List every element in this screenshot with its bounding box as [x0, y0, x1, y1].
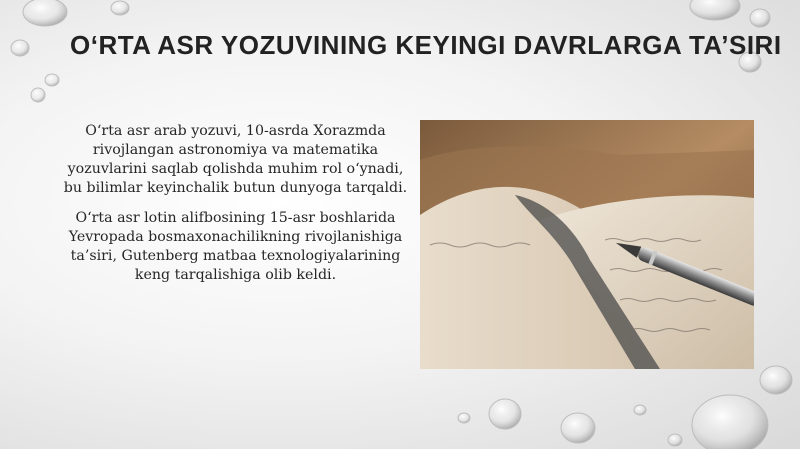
slide-body: [58, 122, 413, 296]
notebook-pen-photo: [420, 120, 754, 369]
droplet-group-bottom-right: [458, 366, 792, 449]
paragraph-latin-alphabet: O‘rta asr lotin alifbosining 15-asr boshlarida Yevropada bosmaxonachilikning rivojlanishiga ta’siri, Gutenberg matbaa texnologiyalarining keng tarqalishiga olib keldi.: [68, 210, 403, 283]
slide-title: O‘RTA ASR YOZUVINING KEYINGI DAVRLARGA TA’SIRI: [70, 30, 782, 60]
paragraph-arabic-script: O‘rta asr arab yozuvi, 10-asrda Xorazmda rivojlangan astronomiya va matematika yozuvlarini saqlab qolishda muhim rol o‘ynadi, bu bilimlar keyinchalik butun dunyoga tarqaldi.: [63, 123, 408, 196]
